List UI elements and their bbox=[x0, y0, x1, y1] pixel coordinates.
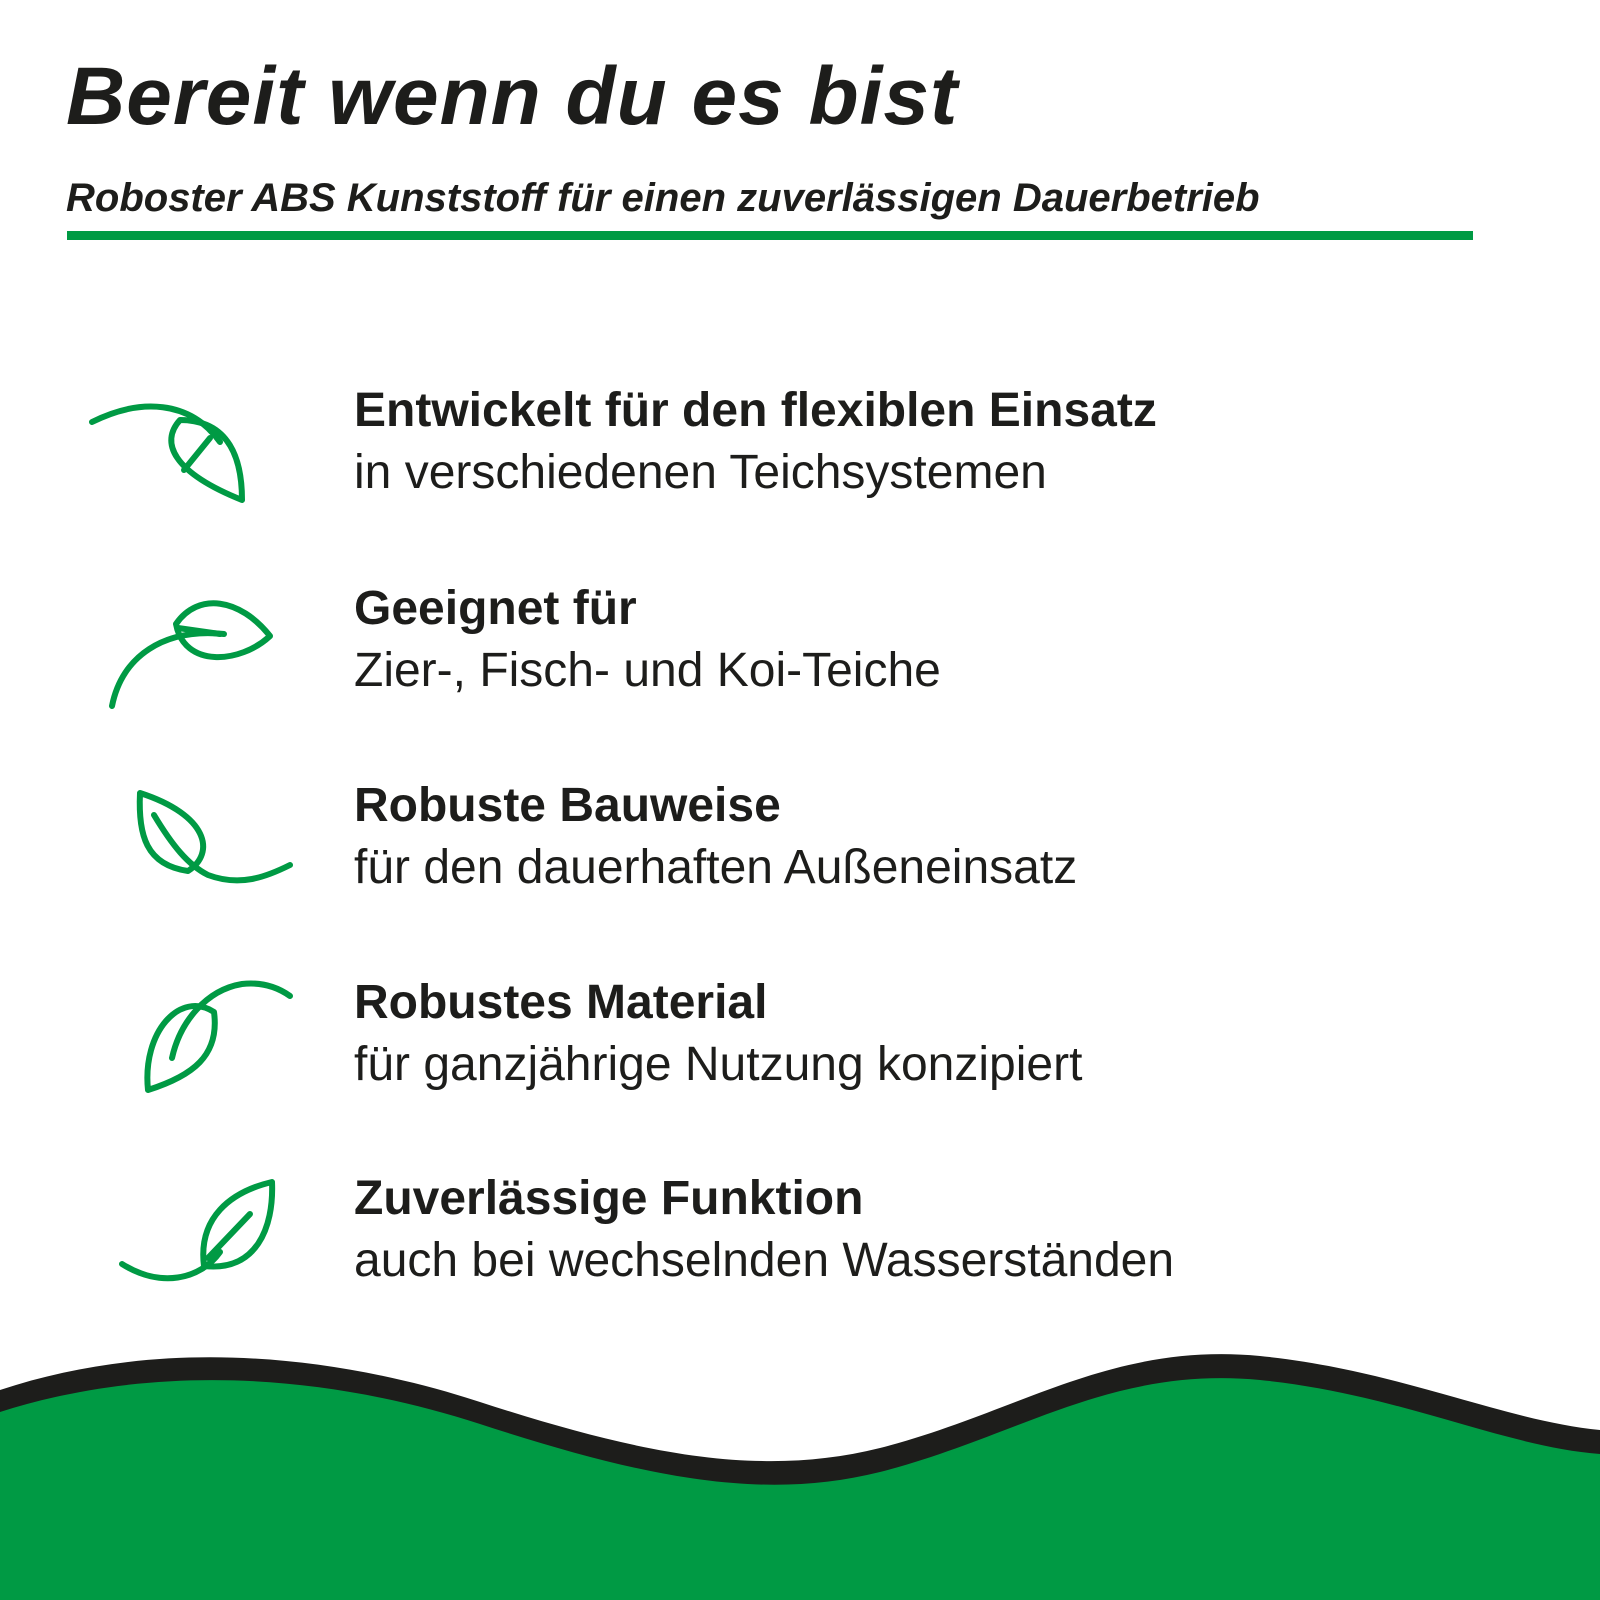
subtitle-underline bbox=[67, 231, 1473, 240]
page-title: Bereit wenn du es bist bbox=[66, 51, 959, 142]
feature-text bbox=[354, 578, 941, 703]
feature-title: Robuste Bauweise bbox=[354, 779, 781, 832]
feature-title: Geeignet für bbox=[354, 582, 637, 635]
feature-item-flexible bbox=[0, 380, 1600, 520]
feature-description: für den dauerhaften Außeneinsatz bbox=[354, 841, 1078, 895]
feature-description: in verschiedenen Teichsystemen bbox=[354, 446, 1047, 500]
wave-decoration bbox=[0, 1330, 1600, 1600]
leaf-curl-icon bbox=[80, 775, 310, 915]
feature-item-outdoor bbox=[0, 775, 1600, 915]
feature-title: Entwickelt für den flexiblen Einsatz bbox=[354, 384, 1157, 437]
feature-item-material bbox=[0, 972, 1600, 1112]
feature-item-function bbox=[0, 1168, 1600, 1308]
feature-title: Robustes Material bbox=[354, 976, 768, 1029]
leaf-swirl-icon bbox=[80, 972, 310, 1112]
feature-text bbox=[354, 972, 1082, 1097]
feature-text bbox=[354, 380, 1157, 505]
feature-text bbox=[354, 1168, 1174, 1293]
feature-text bbox=[354, 775, 1077, 900]
leaf-sprout-icon bbox=[80, 578, 310, 718]
leaf-stem-icon bbox=[80, 1168, 310, 1308]
leaf-vine-icon bbox=[80, 380, 310, 520]
feature-title: Zuverlässige Funktion bbox=[354, 1172, 864, 1225]
feature-description: auch bei wechselnden Wasserständen bbox=[354, 1234, 1175, 1288]
feature-item-ponds bbox=[0, 578, 1600, 718]
feature-description: Zier-, Fisch- und Koi-Teiche bbox=[354, 644, 941, 698]
page-subtitle: Roboster ABS Kunststoff für einen zuverlässigen Dauerbetrieb bbox=[66, 176, 1260, 220]
feature-description: für ganzjährige Nutzung konzipiert bbox=[354, 1038, 1083, 1092]
